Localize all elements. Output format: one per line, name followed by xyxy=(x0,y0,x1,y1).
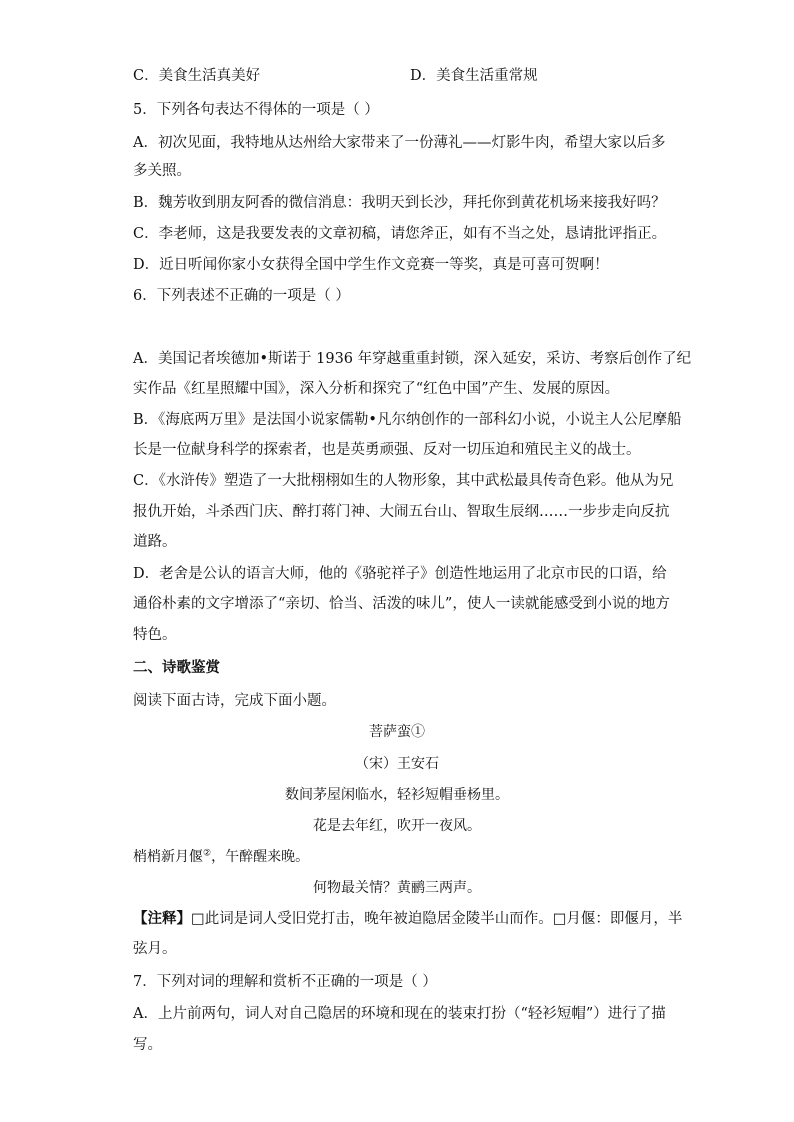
section-heading: 二、诗歌鉴赏 xyxy=(133,659,220,676)
poem-line-4: 何物最关情？黄鹂三两声。 xyxy=(313,880,481,896)
q6-option-c-line3: 道路。 xyxy=(133,534,177,550)
poem-title: 菩萨蛮① xyxy=(369,724,425,740)
q5-option-a-line1: A．初次见面，我特地从达州给大家带来了一份薄礼——灯影牛肉，希望大家以后多 xyxy=(133,135,666,151)
q7-stem: 7．下列对词的理解和赏析不正确的一项是（ ） xyxy=(133,974,437,990)
q6-option-d-line2: 通俗朴素的文字增添了“亲切、恰当、活泼的味儿”，使人一读就能感受到小说的地方 xyxy=(133,596,670,612)
q6-option-d-line3: 特色。 xyxy=(133,627,177,643)
poem-line-3-tail: ，午醉醒来晚。 xyxy=(211,849,310,865)
note-label: 【注释】 xyxy=(133,910,191,927)
q6-option-d-line1: D．老舍是公认的语言大师，他的《骆驼祥子》创造性地运用了北京市民的口语，给 xyxy=(133,566,667,582)
q6-option-b-line2: 长是一位献身科学的探索者，也是英勇顽强、反对一切压迫和殖民主义的战士。 xyxy=(133,442,641,458)
q6-stem: 6．下列表述不正确的一项是（ ） xyxy=(133,288,350,304)
q4-option-c: C．美食生活真美好 xyxy=(133,68,261,84)
q6-option-a-line1: A．美国记者埃德加•斯诺于 1936 年穿越重重封锁，深入延安，采访、考察后创作了纪 xyxy=(133,351,692,367)
poem-line-3-text: 梢梢新月偃 xyxy=(133,849,203,865)
q6-option-c-line2: 报仇开始，斗杀西门庆、醉打蒋门神、大闹五台山、智取生辰纲……一步步走向反抗 xyxy=(133,504,670,520)
q6-option-c-line1: C．《水浒传》塑造了一大批栩栩如生的人物形象，其中武松最具传奇色彩。他从为兄 xyxy=(133,473,674,489)
note-line-1 xyxy=(133,909,683,929)
poem-line-2: 花是去年红，吹开一夜风。 xyxy=(313,818,481,834)
note-text: □此词是词人受旧党打击，晚年被迫隐居金陵半山而作。□月偃：即偃月，半 xyxy=(191,911,683,927)
q7-option-a-line2: 写。 xyxy=(133,1037,162,1053)
section-instruction: 阅读下面古诗，完成下面小题。 xyxy=(133,693,336,709)
q5-option-a-line2: 多关照。 xyxy=(133,163,191,179)
poem-author: （宋）王安石 xyxy=(355,756,439,772)
q6-option-b-line1: B．《海底两万里》是法国小说家儒勒•凡尔纳创作的一部科幻小说，小说主人公尼摩船 xyxy=(133,412,682,428)
q5-stem: 5．下列各句表达不得体的一项是（ ） xyxy=(133,102,379,118)
q5-option-c: C．李老师，这是我要发表的文章初稿，请您斧正，如有不当之处，恳请批评指正。 xyxy=(133,226,667,242)
note-line-2: 弦月。 xyxy=(133,941,177,957)
q7-option-a-line1: A．上片前两句，词人对自己隐居的环境和现在的装束打扮（“轻衫短帽”）进行了描 xyxy=(133,1006,666,1022)
q6-option-a-line2: 实作品《红星照耀中国》，深入分析和探究了“红色中国”产生、发展的原因。 xyxy=(133,381,620,397)
poem-line-3 xyxy=(133,847,673,867)
q5-option-b: B．魏芳收到朋友阿香的微信消息：我明天到长沙，拜托你到黄花机场来接我好吗？ xyxy=(133,195,666,211)
poem-footnote-marker: ② xyxy=(203,848,212,859)
q4-option-d: D．美食生活重常规 xyxy=(410,68,538,84)
q5-option-d: D．近日听闻你家小女获得全国中学生作文竞赛一等奖，真是可喜可贺啊！ xyxy=(133,257,609,273)
poem-line-1: 数间茅屋闲临水，轻衫短帽垂杨里。 xyxy=(285,787,509,803)
